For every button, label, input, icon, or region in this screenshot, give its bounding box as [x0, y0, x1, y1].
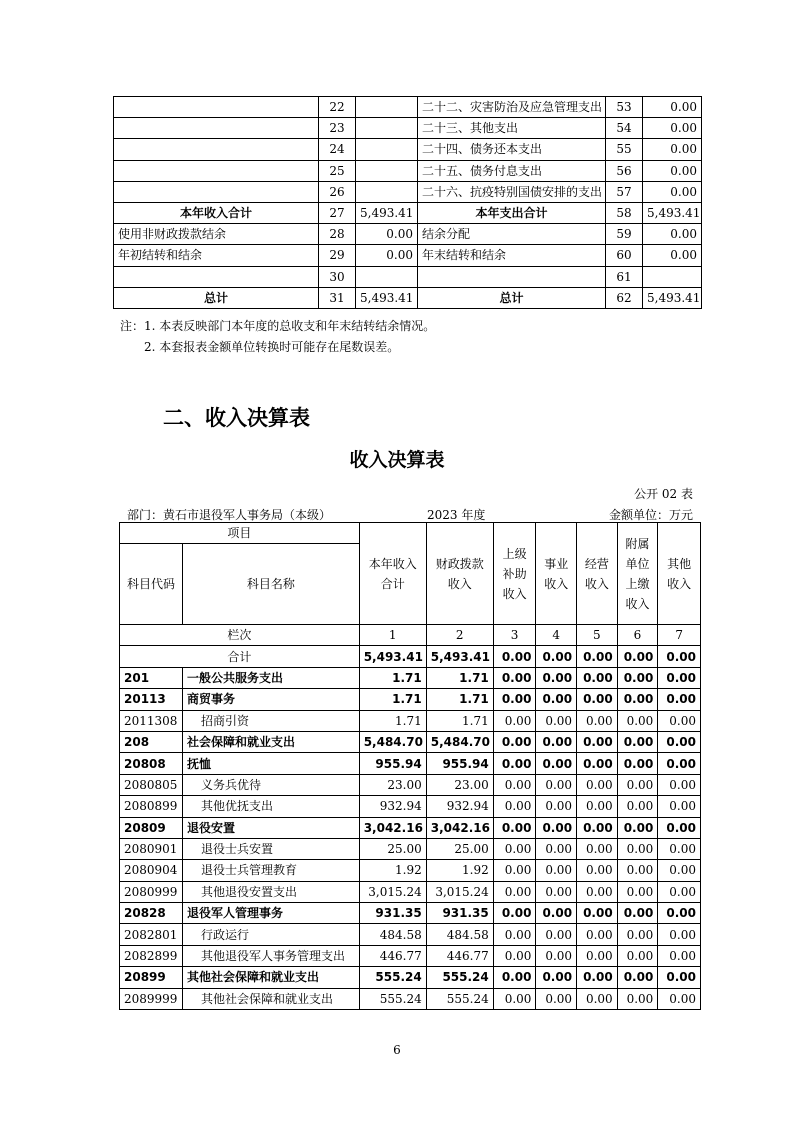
amount-cell: 0.00	[493, 667, 536, 688]
table-row	[120, 796, 701, 817]
amount-cell: 1.92	[426, 860, 493, 881]
table-row	[114, 245, 702, 266]
amount-right: 0.00	[643, 224, 702, 245]
amount-cell: 0.00	[493, 881, 536, 902]
line-number: 56	[606, 160, 643, 181]
amount-cell: 0.00	[493, 753, 536, 774]
table-row	[114, 139, 702, 160]
table-row	[114, 181, 702, 202]
column-index: 3	[493, 625, 536, 646]
amount-cell: 0.00	[577, 838, 618, 859]
amount-left	[356, 181, 418, 202]
table-row	[114, 97, 702, 118]
column-index: 6	[617, 625, 658, 646]
amount-cell: 0.00	[658, 838, 701, 859]
amount-cell: 0.00	[536, 967, 577, 988]
subject-code: 20113	[120, 689, 183, 710]
amount-cell: 0.00	[617, 988, 658, 1009]
amount-cell: 0.00	[617, 860, 658, 881]
amount-cell: 5,484.70	[426, 731, 493, 752]
amount-cell: 0.00	[658, 860, 701, 881]
row-label-left	[114, 97, 319, 118]
amount-cell: 0.00	[658, 667, 701, 688]
amount-cell: 446.77	[359, 945, 426, 966]
amount-left: 5,493.41	[356, 202, 418, 223]
row-label-left: 年初结转和结余	[114, 245, 319, 266]
total-value: 0.00	[577, 646, 618, 667]
amount-cell: 0.00	[617, 710, 658, 731]
amount-cell: 0.00	[536, 667, 577, 688]
amount-cell: 0.00	[536, 753, 577, 774]
amount-cell: 0.00	[658, 796, 701, 817]
amount-cell: 0.00	[577, 817, 618, 838]
amount-cell: 0.00	[536, 774, 577, 795]
subject-code: 20899	[120, 967, 183, 988]
amount-cell: 0.00	[493, 860, 536, 881]
table-meta	[127, 506, 693, 522]
subject-name: 商贸事务	[182, 689, 359, 710]
amount-cell: 0.00	[617, 689, 658, 710]
amount-cell: 0.00	[617, 967, 658, 988]
amount-cell: 0.00	[493, 988, 536, 1009]
subject-code: 20828	[120, 903, 183, 924]
amount-cell: 0.00	[577, 924, 618, 945]
amount-cell: 25.00	[426, 838, 493, 859]
amount-cell: 0.00	[577, 860, 618, 881]
amount-cell: 0.00	[536, 988, 577, 1009]
amount-cell: 1.71	[359, 667, 426, 688]
amount-cell: 0.00	[658, 945, 701, 966]
amount-cell: 1.71	[426, 689, 493, 710]
amount-cell: 555.24	[359, 988, 426, 1009]
line-number: 26	[319, 181, 356, 202]
line-number: 55	[606, 139, 643, 160]
subject-name: 抚恤	[182, 753, 359, 774]
amount-left	[356, 97, 418, 118]
amount-cell: 955.94	[359, 753, 426, 774]
subject-code: 2082899	[120, 945, 183, 966]
table-row	[120, 860, 701, 881]
line-number: 25	[319, 160, 356, 181]
amount-cell: 0.00	[493, 796, 536, 817]
row-label-right: 年末结转和结余	[418, 245, 606, 266]
amount-cell: 0.00	[493, 689, 536, 710]
amount-cell: 0.00	[658, 774, 701, 795]
table-row	[120, 881, 701, 902]
line-number: 28	[319, 224, 356, 245]
line-number: 54	[606, 118, 643, 139]
subject-name: 义务兵优待	[182, 774, 359, 795]
subject-code: 2089999	[120, 988, 183, 1009]
amount-cell: 0.00	[577, 753, 618, 774]
amount-cell: 0.00	[658, 903, 701, 924]
amount-cell: 23.00	[359, 774, 426, 795]
amount-left: 5,493.41	[356, 287, 418, 308]
row-label-left: 使用非财政拨款结余	[114, 224, 319, 245]
row-label-right: 二十五、债务付息支出	[418, 160, 606, 181]
table-row	[120, 667, 701, 688]
subject-code: 2082801	[120, 924, 183, 945]
amount-cell: 0.00	[536, 796, 577, 817]
amount-cell: 1.71	[426, 710, 493, 731]
subject-code: 20808	[120, 753, 183, 774]
amount-cell: 3,015.24	[359, 881, 426, 902]
amount-right: 0.00	[643, 181, 702, 202]
header-col-1: 本年收入合计	[359, 523, 426, 625]
line-number: 31	[319, 287, 356, 308]
amount-cell: 0.00	[577, 988, 618, 1009]
amount-cell: 555.24	[426, 967, 493, 988]
table-row	[120, 945, 701, 966]
table-row	[120, 903, 701, 924]
table-row	[114, 202, 702, 223]
amount-cell: 0.00	[493, 903, 536, 924]
amount-cell: 0.00	[617, 903, 658, 924]
row-label-right: 二十二、灾害防治及应急管理支出	[418, 97, 606, 118]
row-label-right: 二十三、其他支出	[418, 118, 606, 139]
amount-cell: 555.24	[359, 967, 426, 988]
amount-cell: 0.00	[577, 796, 618, 817]
table-row	[114, 287, 702, 308]
amount-cell: 0.00	[658, 753, 701, 774]
amount-cell: 0.00	[493, 838, 536, 859]
amount-cell: 0.00	[536, 817, 577, 838]
amount-cell: 0.00	[536, 689, 577, 710]
amount-cell: 0.00	[617, 817, 658, 838]
amount-cell: 0.00	[617, 924, 658, 945]
total-value: 0.00	[536, 646, 577, 667]
header-name: 科目名称	[182, 544, 359, 625]
row-label-left	[114, 118, 319, 139]
subject-name: 退役安置	[182, 817, 359, 838]
table-row	[120, 838, 701, 859]
amount-cell: 1.92	[359, 860, 426, 881]
amount-cell: 0.00	[617, 667, 658, 688]
table-row	[120, 774, 701, 795]
form-code: 公开 02 表	[634, 487, 693, 501]
amount-left	[356, 139, 418, 160]
amount-cell: 0.00	[658, 689, 701, 710]
amount-cell: 0.00	[493, 774, 536, 795]
amount-cell: 931.35	[359, 903, 426, 924]
line-number: 60	[606, 245, 643, 266]
amount-cell: 0.00	[536, 838, 577, 859]
line-number: 53	[606, 97, 643, 118]
amount-cell: 484.58	[426, 924, 493, 945]
amount-cell: 0.00	[493, 710, 536, 731]
header-col-4: 事业收入	[536, 523, 577, 625]
summary-table	[113, 96, 702, 309]
subject-name: 其他社会保障和就业支出	[182, 988, 359, 1009]
amount-unit: 金额单位：万元	[608, 508, 693, 522]
amount-right: 0.00	[643, 97, 702, 118]
amount-cell: 0.00	[617, 731, 658, 752]
line-number: 29	[319, 245, 356, 266]
amount-cell: 0.00	[577, 774, 618, 795]
total-label: 合计	[120, 646, 360, 667]
subject-name: 招商引资	[182, 710, 359, 731]
amount-cell: 0.00	[658, 924, 701, 945]
amount-cell: 0.00	[658, 988, 701, 1009]
table-row	[120, 710, 701, 731]
amount-cell: 0.00	[658, 817, 701, 838]
row-label-left	[114, 181, 319, 202]
row-label-left	[114, 139, 319, 160]
amount-cell: 0.00	[536, 860, 577, 881]
amount-cell: 0.00	[493, 967, 536, 988]
amount-cell: 1.71	[359, 689, 426, 710]
section-heading: 二、收入决算表	[163, 406, 310, 430]
subject-code: 208	[120, 731, 183, 752]
total-value: 0.00	[658, 646, 701, 667]
table-row	[120, 689, 701, 710]
amount-cell: 0.00	[493, 945, 536, 966]
row-label-right: 二十四、债务还本支出	[418, 139, 606, 160]
amount-cell: 3,042.16	[359, 817, 426, 838]
table-title: 收入决算表	[349, 449, 445, 471]
header-col-7: 其他收入	[658, 523, 701, 625]
amount-left: 0.00	[356, 245, 418, 266]
note-1: 注：1. 本表反映部门本年度的总收支和年末结转结余情况。	[120, 319, 436, 333]
amount-cell: 0.00	[577, 710, 618, 731]
subject-name: 一般公共服务支出	[182, 667, 359, 688]
table-row	[114, 118, 702, 139]
amount-right: 0.00	[643, 160, 702, 181]
header-col-6: 附属单位上缴收入	[617, 523, 658, 625]
amount-cell: 0.00	[617, 774, 658, 795]
amount-cell: 3,015.24	[426, 881, 493, 902]
row-label-left	[114, 266, 319, 287]
table-row	[120, 817, 701, 838]
page-number: 6	[393, 1043, 401, 1057]
amount-cell: 0.00	[536, 945, 577, 966]
row-label-left: 总计	[114, 287, 319, 308]
amount-cell: 0.00	[577, 945, 618, 966]
amount-cell: 0.00	[577, 903, 618, 924]
amount-right: 5,493.41	[643, 202, 702, 223]
subject-code: 2080904	[120, 860, 183, 881]
subject-code: 2080901	[120, 838, 183, 859]
amount-cell: 0.00	[577, 881, 618, 902]
amount-cell: 3,042.16	[426, 817, 493, 838]
note-2: 2. 本套报表金额单位转换时可能存在尾数误差。	[144, 340, 400, 354]
amount-cell: 0.00	[536, 881, 577, 902]
subject-name: 退役士兵安置	[182, 838, 359, 859]
line-number: 24	[319, 139, 356, 160]
amount-cell: 0.00	[658, 881, 701, 902]
notes	[120, 316, 435, 358]
row-label-left: 本年收入合计	[114, 202, 319, 223]
row-label-right: 二十六、抗疫特别国债安排的支出	[418, 181, 606, 202]
amount-cell: 0.00	[536, 710, 577, 731]
table-row	[120, 967, 701, 988]
amount-cell: 0.00	[617, 796, 658, 817]
amount-cell: 0.00	[617, 838, 658, 859]
amount-right	[643, 266, 702, 287]
table-row	[120, 731, 701, 752]
header-col-3: 上级补助收入	[493, 523, 536, 625]
row-label-right: 本年支出合计	[418, 202, 606, 223]
amount-cell: 0.00	[658, 967, 701, 988]
amount-cell: 25.00	[359, 838, 426, 859]
amount-right: 0.00	[643, 139, 702, 160]
subject-code: 2080805	[120, 774, 183, 795]
row-label-right: 总计	[418, 287, 606, 308]
amount-cell: 932.94	[426, 796, 493, 817]
amount-left	[356, 118, 418, 139]
subject-name: 其他退役军人事务管理支出	[182, 945, 359, 966]
column-index: 7	[658, 625, 701, 646]
header-code: 科目代码	[120, 544, 183, 625]
amount-cell: 0.00	[617, 945, 658, 966]
amount-right: 0.00	[643, 245, 702, 266]
subject-name: 其他退役安置支出	[182, 881, 359, 902]
subject-name: 行政运行	[182, 924, 359, 945]
amount-cell: 555.24	[426, 988, 493, 1009]
table-row	[120, 753, 701, 774]
total-value: 5,493.41	[359, 646, 426, 667]
subject-code: 2080999	[120, 881, 183, 902]
table-row	[114, 266, 702, 287]
line-number: 22	[319, 97, 356, 118]
table-row	[114, 224, 702, 245]
department-label: 部门：黄石市退役军人事务局（本级）	[127, 508, 332, 522]
amount-cell: 0.00	[577, 667, 618, 688]
amount-right: 5,493.41	[643, 287, 702, 308]
amount-cell: 5,484.70	[359, 731, 426, 752]
amount-cell: 0.00	[536, 903, 577, 924]
header-col-5: 经营收入	[577, 523, 618, 625]
amount-left: 0.00	[356, 224, 418, 245]
subject-name: 社会保障和就业支出	[182, 731, 359, 752]
subject-name: 退役军人管理事务	[182, 903, 359, 924]
amount-cell: 0.00	[658, 731, 701, 752]
line-number: 23	[319, 118, 356, 139]
amount-left	[356, 266, 418, 287]
column-index-label: 栏次	[120, 625, 360, 646]
subject-code: 201	[120, 667, 183, 688]
table-row	[114, 160, 702, 181]
amount-cell: 0.00	[577, 689, 618, 710]
amount-cell: 1.71	[426, 667, 493, 688]
line-number: 62	[606, 287, 643, 308]
amount-cell: 932.94	[359, 796, 426, 817]
amount-cell: 0.00	[658, 710, 701, 731]
total-value: 0.00	[617, 646, 658, 667]
amount-cell: 0.00	[617, 881, 658, 902]
amount-cell: 0.00	[493, 731, 536, 752]
total-value: 0.00	[493, 646, 536, 667]
subject-code: 2080899	[120, 796, 183, 817]
table-row	[120, 924, 701, 945]
column-index: 1	[359, 625, 426, 646]
amount-cell: 0.00	[536, 924, 577, 945]
line-number: 27	[319, 202, 356, 223]
amount-left	[356, 160, 418, 181]
amount-cell: 484.58	[359, 924, 426, 945]
amount-cell: 0.00	[536, 731, 577, 752]
header-col-2: 财政拨款收入	[426, 523, 493, 625]
subject-code: 20809	[120, 817, 183, 838]
amount-cell: 931.35	[426, 903, 493, 924]
line-number: 30	[319, 266, 356, 287]
amount-cell: 23.00	[426, 774, 493, 795]
header-project: 项目	[120, 523, 360, 544]
subject-code: 2011308	[120, 710, 183, 731]
line-number: 59	[606, 224, 643, 245]
income-table	[119, 522, 701, 1010]
line-number: 57	[606, 181, 643, 202]
column-index: 5	[577, 625, 618, 646]
subject-name: 其他优抚支出	[182, 796, 359, 817]
line-number: 58	[606, 202, 643, 223]
table-row	[120, 988, 701, 1009]
amount-right: 0.00	[643, 118, 702, 139]
total-value: 5,493.41	[426, 646, 493, 667]
amount-cell: 1.71	[359, 710, 426, 731]
row-label-left	[114, 160, 319, 181]
amount-cell: 0.00	[617, 753, 658, 774]
line-number: 61	[606, 266, 643, 287]
column-index: 2	[426, 625, 493, 646]
amount-cell: 955.94	[426, 753, 493, 774]
amount-cell: 446.77	[426, 945, 493, 966]
amount-cell: 0.00	[577, 967, 618, 988]
subject-name: 退役士兵管理教育	[182, 860, 359, 881]
row-label-right	[418, 266, 606, 287]
fiscal-year: 2023 年度	[427, 508, 486, 522]
amount-cell: 0.00	[493, 924, 536, 945]
amount-cell: 0.00	[493, 817, 536, 838]
row-label-right: 结余分配	[418, 224, 606, 245]
amount-cell: 0.00	[577, 731, 618, 752]
subject-name: 其他社会保障和就业支出	[182, 967, 359, 988]
column-index: 4	[536, 625, 577, 646]
